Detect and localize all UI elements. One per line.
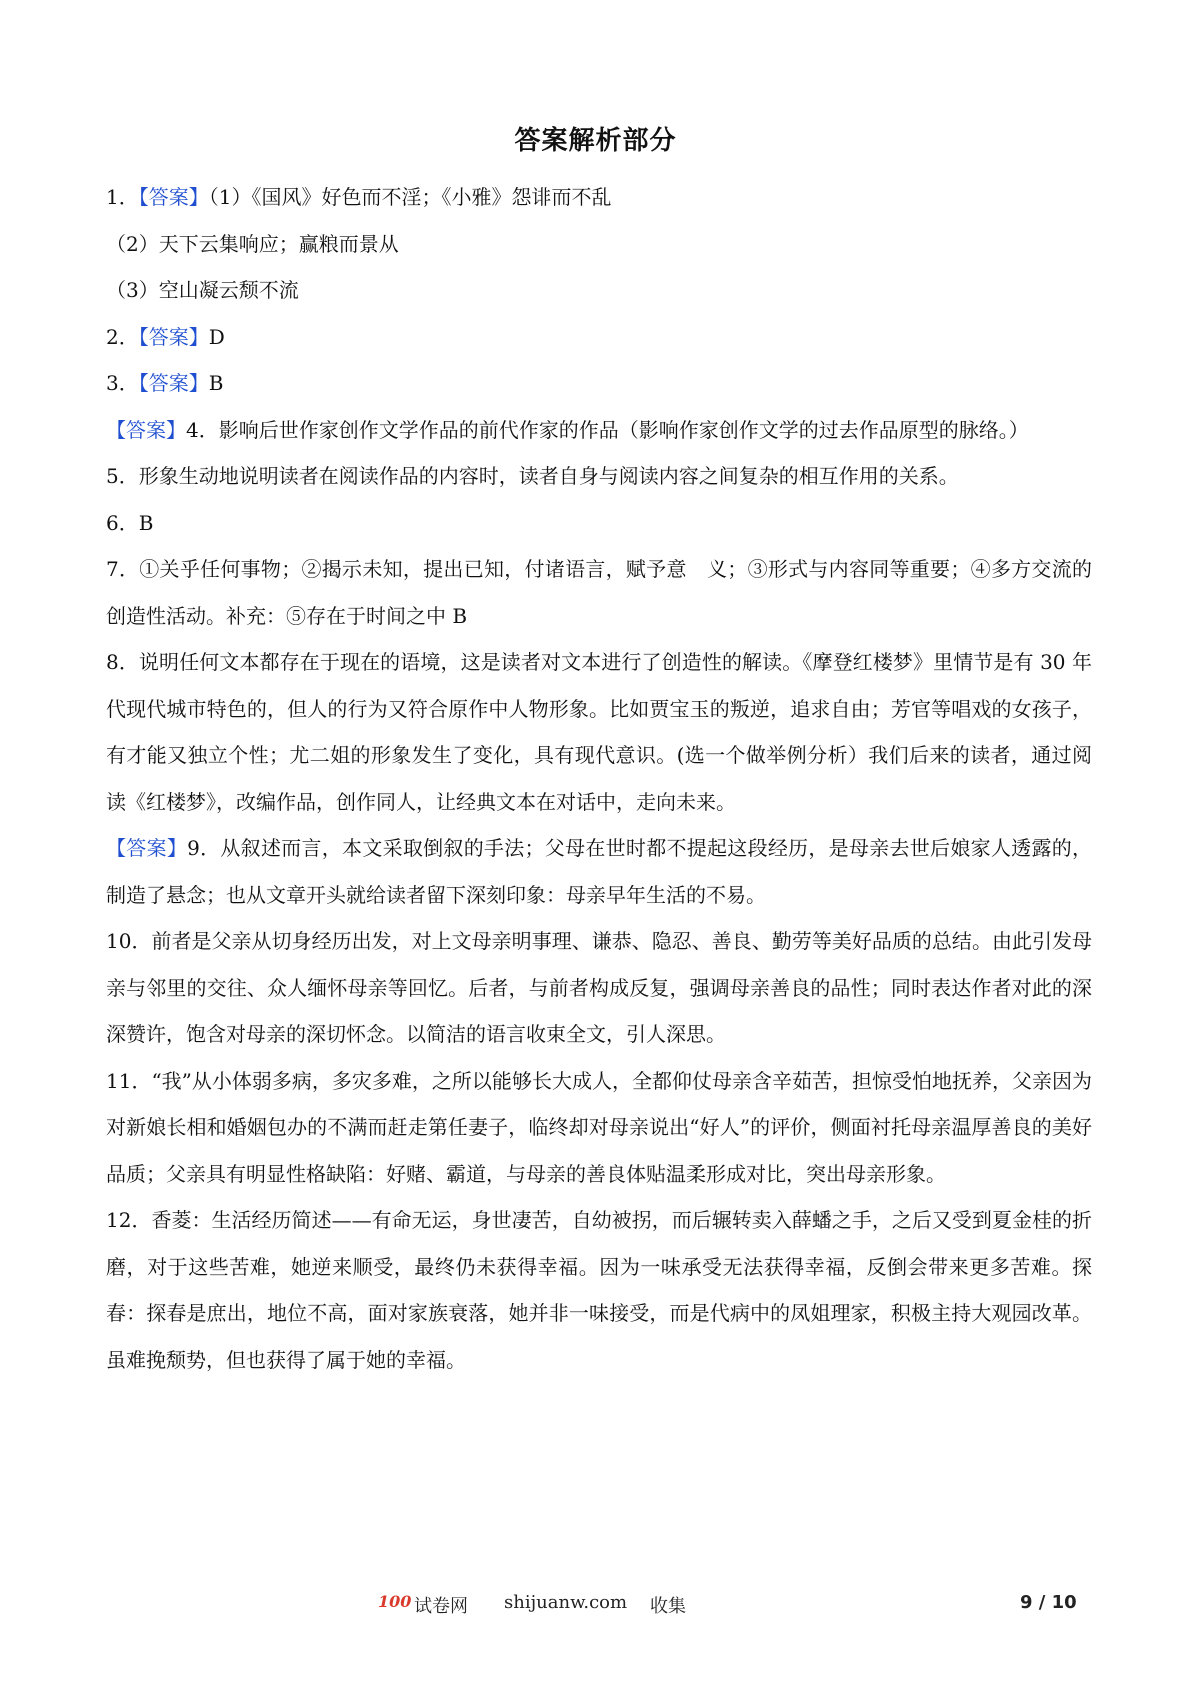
answer-tag: 【答案】 — [138, 324, 209, 349]
answer-1-part-2: （2）天下云集响应；赢粮而景从 — [106, 231, 399, 256]
answer-10: 10．前者是父亲从切身经历出发，对上文母亲明事理、谦恭、隐忍、善良、勤劳等美好品质的总结。由此引发母亲与邻里的交往、众人缅怀母亲等回忆。后者，与前者构成反复，强调母亲善良的品性；同时表达作者对此的深深赞许，饱含对母亲的深切怀念。以简洁的语言收束全文，引人深思。 — [106, 929, 1092, 1046]
answer-text: （1）《国风》好色而不淫；《小雅》怨诽而不乱 — [208, 185, 612, 209]
answer-9 — [106, 825, 1092, 918]
question-number: 3． — [106, 371, 139, 395]
answer-tag: 【答案】 — [138, 185, 209, 209]
site-logo-icon: 100 — [378, 1592, 412, 1611]
question-number: 1． — [106, 185, 139, 209]
answer-3 — [106, 360, 1092, 407]
site-logo-text: 试卷网 — [414, 1596, 468, 1617]
question-number: 2． — [106, 324, 139, 349]
site-url: shijuanw.com — [504, 1592, 628, 1613]
page-number: 9 / 10 — [1020, 1592, 1077, 1613]
collect-label: 收集 — [650, 1596, 686, 1617]
answer-list — [106, 174, 1092, 1383]
answer-8: 8．说明任何文本都存在于现在的语境，这是读者对文本进行了创造性的解读。《摩登红楼梦》里情节是有 30 年代现代城市特色的，但人的行为又符合原作中人物形象。比如贾宝玉的叛逆，追求自由；芳官等唱戏的女孩子，有才能又独立个性；尤二姐的形象发生了变化，具有现代意识。(选一个做举例分析）我们后来的读者，通过阅读《红楼梦》，改编作品，创作同人，让经典文本在对话中，走向未来。 — [106, 650, 1092, 814]
answer-tag: 【答案】 — [106, 836, 188, 860]
answer-7: 7．①关乎任何事物；②揭示未知，提出已知，付诸语言，赋予意 义；③形式与内容同等重要；④多方交流的创造性活动。补充：⑤存在于时间之中 B — [106, 557, 1092, 628]
answer-6: 6．B — [106, 510, 154, 535]
answer-5: 5．形象生动地说明读者在阅读作品的内容时，读者自身与阅读内容之间复杂的相互作用的关系。 — [106, 464, 959, 488]
answer-1-part-3: （3）空山凝云颓不流 — [106, 278, 299, 302]
answer-1 — [106, 174, 1092, 221]
answer-4 — [106, 407, 1092, 454]
answer-text: 9．从叙述而言，本文采取倒叙的手法；父母在世时都不提起这段经历，是母亲去世后娘家人透露的，制造了悬念；也从文章开头就给读者留下深刻印象：母亲早年生活的不易。 — [106, 836, 1092, 907]
answer-text: 4．影响后世作家创作文学作品的前代作家的作品（影响作家创作文学的过去作品原型的脉络。） — [186, 417, 1029, 442]
answer-2 — [106, 314, 1092, 361]
page-title: 答案解析部分 — [514, 126, 677, 156]
answer-tag: 【答案】 — [106, 417, 186, 442]
page-footer — [0, 1592, 1191, 1622]
answer-text: B — [208, 371, 224, 395]
answer-tag: 【答案】 — [138, 371, 209, 395]
answer-12: 12．香菱：生活经历简述——有命无运，身世凄苦，自幼被拐，而后辗转卖入薛蟠之手，之后又受到夏金桂的折磨，对于这些苦难，她逆来顺受，最终仍未获得幸福。因为一味承受无法获得幸福，反倒会带来更多苦难。探春：探春是庶出，地位不高，面对家族衰落，她并非一味接受，而是代病中的凤姐理家，积极主持大观园改革。虽难挽颓势，但也获得了属于她的幸福。 — [106, 1208, 1092, 1372]
answer-text: D — [208, 324, 225, 349]
answer-11: 11．“我”从小体弱多病，多灾多难，之所以能够长大成人，全都仰仗母亲含辛茹苦，担惊受怕地抚养，父亲因为对新娘长相和婚姻包办的不满而赶走第任妻子，临终却对母亲说出“好人”的评价，侧面衬托母亲温厚善良的美好品质；父亲具有明显性格缺陷：好赌、霸道，与母亲的善良体贴温柔形成对比，突出母亲形象。 — [106, 1068, 1092, 1186]
